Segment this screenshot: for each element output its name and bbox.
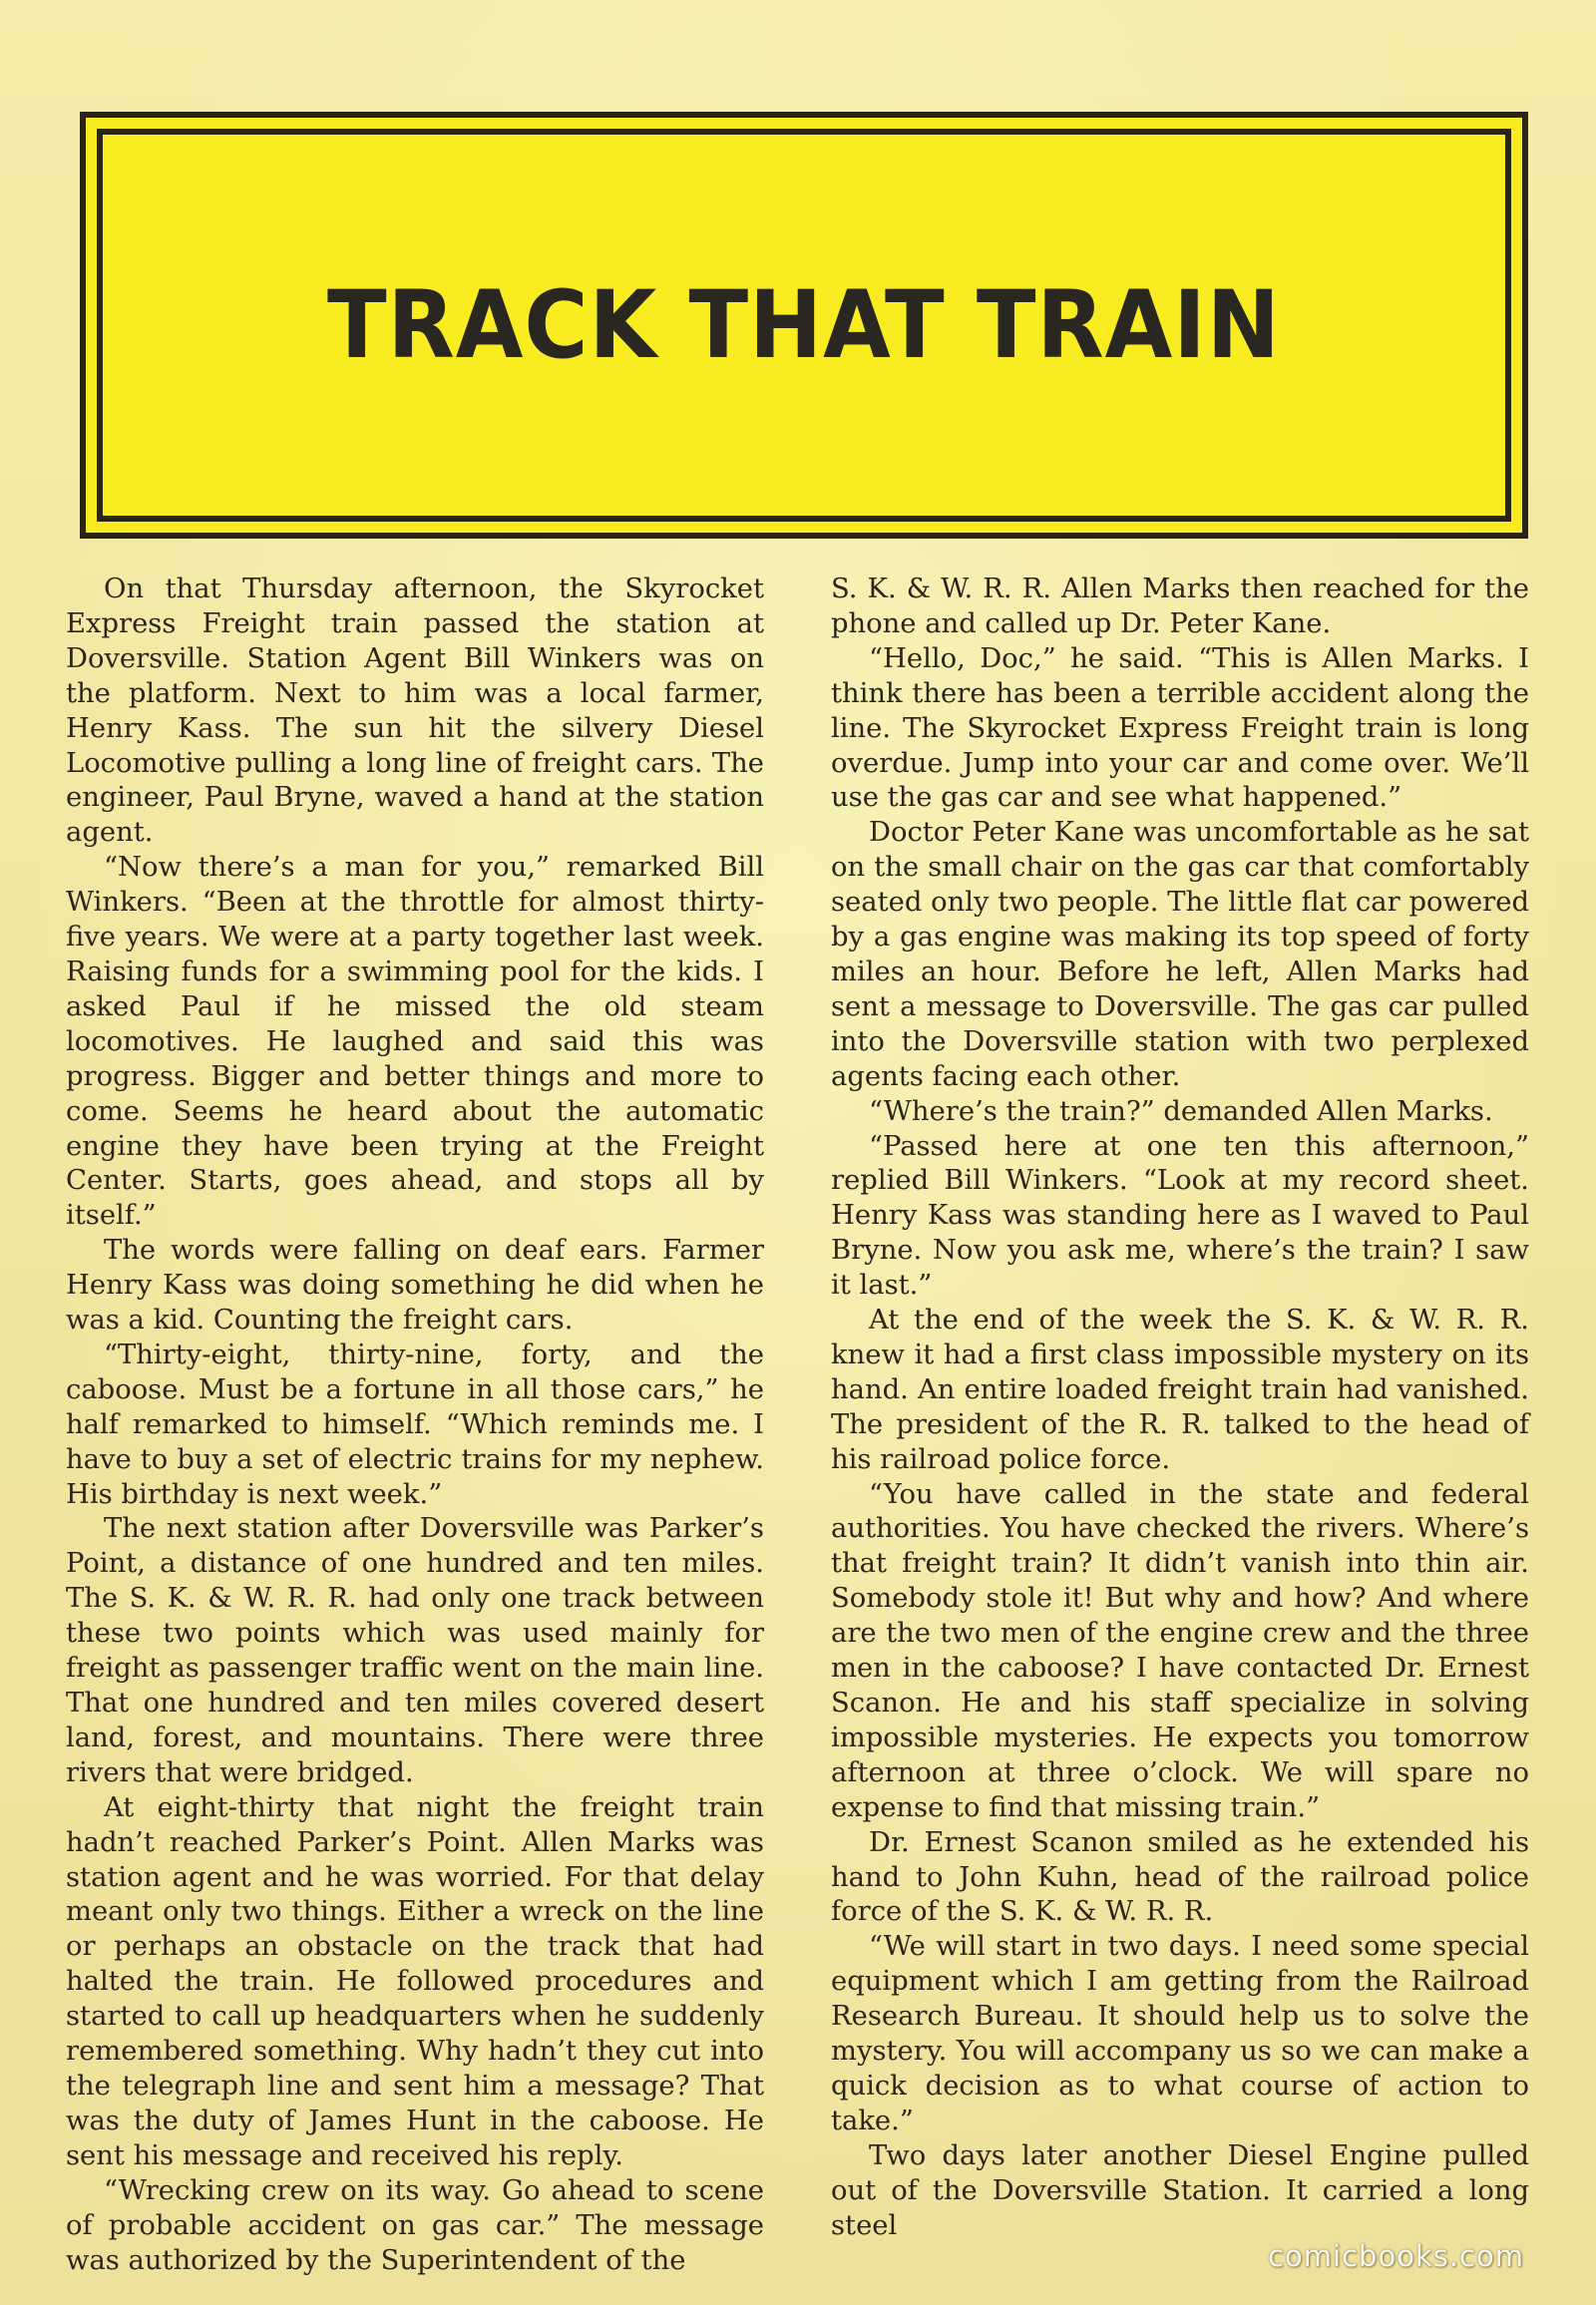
paragraph: “Wrecking crew on its way. Go ahead to scene of probable accident on gas car.” The message was authorized by the Superintendent of the: [66, 2174, 764, 2276]
paragraph-continued: S. K. & W. R. R. Allen Marks then reached for the phone and called up Dr. Peter Kane.: [831, 574, 1529, 639]
paragraph: At eight-thirty that night the freight train hadn’t reached Parker’s Point. Allen Marks was station agent and he was worried. For that delay meant only two things. Either a wreck on the line or perhaps an obstacle on the track that had halted the train. He followed procedures and started to call up headquarters when he suddenly remembered something. Why hadn’t they cut into the telegraph line and sent him a message? That was the duty of James Hunt in the caboose. He sent his message and received his reply.: [66, 1791, 764, 2171]
title-banner: [80, 112, 1528, 539]
paragraph: “Passed here at one ten this afternoon,” replied Bill Winkers. “Look at my record sheet. Henry Kass was standing here as I waved to Paul Bryne. Now you ask me, where’s the train? I saw it last.”: [831, 1130, 1529, 1302]
paragraph: Two days later another Diesel Engine pulled out of the Doversville Station. It carried a long steel: [831, 2139, 1529, 2241]
paragraph: The words were falling on deaf ears. Farmer Henry Kass was doing something he did when he was a kid. Counting the freight cars.: [66, 1235, 764, 1337]
paragraph: On that Thursday afternoon, the Skyrocket Express Freight train passed the station at Doversville. Station Agent Bill Winkers was on the platform. Next to him was a local farmer, Henry Kass. The sun hit the silvery Diesel Locomotive pulling a long line of freight cars. The engineer, Paul Bryne, waved a hand at the station agent.: [66, 574, 764, 849]
paragraph: “Now there’s a man for you,” remarked Bill Winkers. “Been at the throttle for almost thirty-five years. We were at a party together last week. Raising funds for a swimming pool for the kids. I asked Paul if he missed the old steam locomotives. He laughed and said this was progress. Bigger and better things and more to come. Seems he heard about the automatic engine they have been trying at the Freight Center. Starts, goes ahead, and stops all by itself.”: [66, 852, 764, 1232]
paragraph: Dr. Ernest Scanon smiled as he extended his hand to John Kuhn, head of the railroad police force of the S. K. & W. R. R.: [831, 1826, 1529, 1928]
paragraph: At the end of the week the S. K. & W. R. R. knew it had a first class impossible mystery on its hand. An entire loaded freight train had vanished. The president of the R. R. talked to the head of his railroad police force.: [831, 1305, 1529, 1475]
paragraph: “We will start in two days. I need some special equipment which I am getting from the Railroad Research Bureau. It should help us to solve the mystery. You will accompany us so we can make a quick decision as to what course of action to take.”: [831, 1931, 1529, 2136]
paragraph: The next station after Doversville was Parker’s Point, a distance of one hundred and ten miles. The S. K. & W. R. R. had only one track between these two points which was used mainly for freight as passenger traffic went on the main line. That one hundred and ten miles covered desert land, forest, and mountains. There were three rivers that were bridged.: [66, 1513, 764, 1788]
paragraph: Doctor Peter Kane was uncomfortable as he sat on the small chair on the gas car that comfortably seated only two people. The little flat car powered by a gas engine was making its top speed of forty miles an hour. Before he left, Allen Marks had sent a message to Doversville. The gas car pulled into the Doversville station with two perplexed agents facing each other.: [831, 817, 1529, 1092]
paragraph: “Thirty-eight, thirty-nine, forty, and the caboose. Must be a fortune in all those cars,” he half remarked to himself. “Which reminds me. I have to buy a set of electric trains for my nephew. His birthday is next week.”: [66, 1339, 764, 1510]
text-column-left: [66, 573, 764, 2278]
paragraph: “Hello, Doc,” he said. “This is Allen Marks. I think there has been a terrible accident along the line. The Skyrocket Express Freight train is long overdue. Jump into your car and come over. We’ll use the gas car and see what happened.”: [831, 642, 1529, 814]
text-column-right: [831, 573, 1529, 2244]
watermark: comicbooks.com: [1268, 2239, 1524, 2273]
paragraph: “Where’s the train?” demanded Allen Marks.: [869, 1095, 1493, 1127]
page-title: TRACK THAT TRAIN: [327, 270, 1281, 380]
paragraph: “You have called in the state and federal authorities. You have checked the rivers. Where’s that freight train? It didn’t vanish into thin air. Somebody stole it! But why and how? And where are the two men of the engine crew and the three men in the caboose? I have contacted Dr. Ernest Scanon. He and his staff specialize in solving impossible mysteries. He expects you tomorrow afternoon at three o’clock. We will spare no expense to find that missing train.”: [831, 1478, 1529, 1823]
